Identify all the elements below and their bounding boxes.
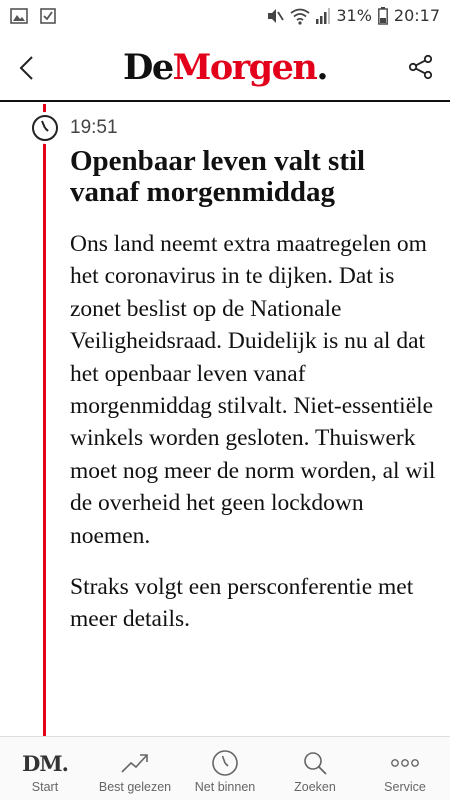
trending-icon — [120, 750, 150, 776]
article-body — [70, 228, 440, 655]
nav-item-service[interactable] — [360, 737, 450, 800]
clock-icon — [211, 749, 239, 777]
live-blog-content[interactable] — [0, 104, 450, 736]
timeline-line — [43, 104, 46, 736]
wifi-icon — [290, 7, 310, 25]
logo-morgen: Morgen — [172, 47, 317, 88]
nav-label: Best gelezen — [98, 780, 172, 794]
nav-item-net-binnen[interactable] — [180, 737, 270, 800]
logo-dot: . — [316, 47, 328, 88]
status-time: 20:17 — [393, 6, 440, 25]
status-bar — [0, 0, 450, 34]
clock-badge — [29, 112, 61, 144]
logo-de: De — [122, 47, 173, 88]
mute-icon — [266, 7, 284, 25]
article-headline: Openbaar leven valt stil vanaf morgenmiddag — [70, 145, 366, 208]
search-icon — [302, 750, 328, 776]
article-paragraph: Straks volgt een persconferentie met meer details. — [70, 574, 414, 633]
nav-label: Service — [384, 780, 426, 794]
nav-item-best-gelezen[interactable] — [90, 737, 180, 800]
clock-icon — [29, 112, 61, 144]
de-morgen-logo — [0, 46, 450, 90]
share-icon — [408, 54, 434, 80]
signal-icon — [316, 8, 330, 24]
battery-icon — [378, 7, 388, 25]
nav-label: Start — [31, 780, 59, 794]
app-header — [0, 34, 450, 102]
nav-label: Zoeken — [294, 780, 336, 794]
article-paragraph: Ons land neemt extra maatregelen om het coronavirus in te dijken. Dat is zonet beslist op de Nationale Veiligheidsraad. Duidelijk is nu al dat het openbaar leven vanaf morgenmiddag stilvalt. Niet-essentiële winkels worden gesloten. Thuiswerk moet nog meer de norm worden, al wil de overheid het geen lockdown noemen. — [70, 231, 436, 549]
more-icon — [390, 758, 420, 768]
bottom-navigation — [0, 736, 450, 800]
nav-label: Net binnen — [194, 780, 256, 794]
checkbox-icon — [40, 8, 56, 24]
nav-item-start[interactable] — [0, 737, 90, 800]
nav-item-zoeken[interactable] — [270, 737, 360, 800]
image-icon — [10, 8, 28, 24]
share-button[interactable] — [408, 54, 434, 80]
battery-percent: 31% — [336, 6, 372, 25]
dm-logo-icon: DM. — [22, 750, 68, 776]
post-timestamp: 19:51 — [70, 117, 118, 138]
